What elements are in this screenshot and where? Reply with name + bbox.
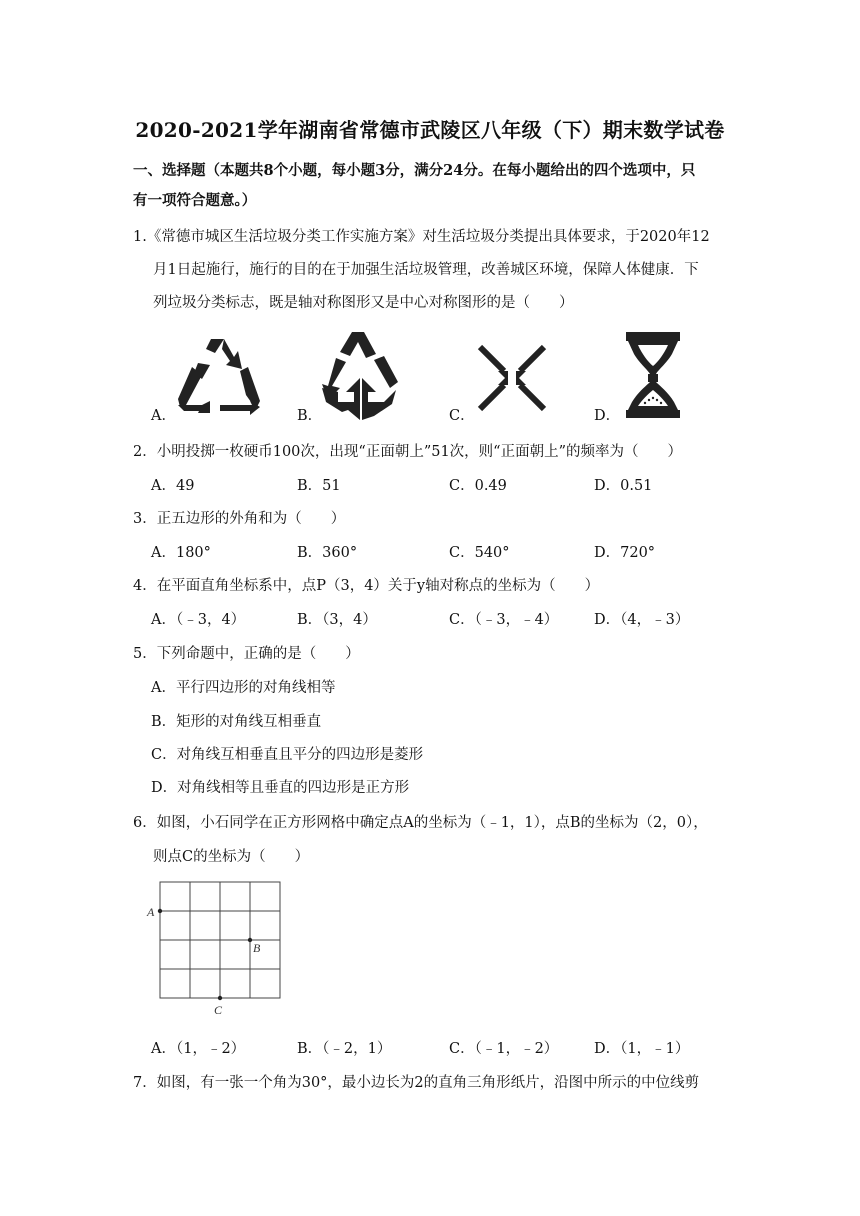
q1-option-c[interactable]: C． xyxy=(449,408,475,424)
q2-option-c[interactable]: C．0.49 xyxy=(449,478,507,494)
q5-option-b[interactable]: B．矩形的对角线互相垂直 xyxy=(151,714,322,730)
q3-option-b[interactable]: B．360° xyxy=(297,545,358,561)
q6-option-a[interactable]: A．（1，﹣2） xyxy=(151,1041,246,1057)
q2-option-d[interactable]: D．0.51 xyxy=(594,478,653,494)
section-heading-line1: 一、选择题（本题共8个小题，每小题3分，满分24分。在每小题给出的四个选项中，只 xyxy=(133,162,696,179)
grid-label-a: A xyxy=(147,905,155,919)
coordinate-grid-figure xyxy=(142,876,288,1016)
recycle-arrow-icon xyxy=(318,330,400,420)
q6-option-b[interactable]: B．（﹣2，1） xyxy=(297,1041,392,1057)
section-heading-line2: 有一项符合题意。） xyxy=(133,192,257,209)
q4-option-a[interactable]: A．（﹣3，4） xyxy=(151,612,246,628)
q4-option-c[interactable]: C．（﹣3，﹣4） xyxy=(449,612,559,628)
q5-text: 5．下列命题中，正确的是（ ） xyxy=(133,646,360,662)
q3-option-a[interactable]: A．180° xyxy=(151,545,211,561)
q3-option-c[interactable]: C．540° xyxy=(449,545,510,561)
q5-option-d[interactable]: D．对角线相等且垂直的四边形是正方形 xyxy=(151,780,410,796)
q1-text-line1: 1.《常德市城区生活垃圾分类工作实施方案》对生活垃圾分类提出具体要求，于2020年12 xyxy=(133,229,710,245)
q2-option-b[interactable]: B．51 xyxy=(297,478,341,494)
q3-text: 3．正五边形的外角和为（ ） xyxy=(133,511,346,527)
q3-option-d[interactable]: D．720° xyxy=(594,545,656,561)
q6-option-d[interactable]: D．（1，﹣1） xyxy=(594,1041,690,1057)
q5-option-c[interactable]: C．对角线互相垂直且平分的四边形是菱形 xyxy=(151,747,424,763)
grid-point-c xyxy=(218,996,222,1000)
q1-text-line3: 列垃圾分类标志，既是轴对称图形又是中心对称图形的是（ ） xyxy=(153,295,574,311)
q2-option-a[interactable]: A．49 xyxy=(151,478,195,494)
q1-option-a[interactable]: A． xyxy=(151,408,176,424)
q1-option-d[interactable]: D． xyxy=(594,408,621,424)
q6-text-line2: 则点C的坐标为（ ） xyxy=(153,849,310,865)
page-title: 2020-2021学年湖南省常德市武陵区八年级（下）期末数学试卷 xyxy=(135,118,725,142)
hourglass-icon xyxy=(622,330,684,420)
q6-text-line1: 6．如图，小石同学在正方形网格中确定点A的坐标为（﹣1，1），点B的坐标为（2，0）， xyxy=(133,815,708,831)
q4-text: 4．在平面直角坐标系中，点P（3，4）关于y轴对称点的坐标为（ ） xyxy=(133,578,600,594)
grid-label-c: C xyxy=(214,1003,223,1016)
q1-text-line2: 月1日起施行，施行的目的在于加强生活垃圾管理，改善城区环境，保障人体健康．下 xyxy=(153,262,699,278)
grid-point-a xyxy=(158,909,162,913)
cross-arrows-icon xyxy=(474,343,550,413)
grid-label-b: B xyxy=(253,941,261,955)
q1-option-b[interactable]: B． xyxy=(297,408,323,424)
q4-option-d[interactable]: D．（4，﹣3） xyxy=(594,612,690,628)
q2-text: 2．小明投掷一枚硬币100次，出现“正面朝上”51次，则“正面朝上”的频率为（ ） xyxy=(133,444,683,460)
q6-option-c[interactable]: C．（﹣1，﹣2） xyxy=(449,1041,559,1057)
q7-text-line1: 7．如图，有一张一个角为30°，最小边长为2的直角三角形纸片，沿图中所示的中位线剪 xyxy=(133,1075,700,1091)
grid-point-b xyxy=(248,938,252,942)
q4-option-b[interactable]: B．（3，4） xyxy=(297,612,377,628)
q5-option-a[interactable]: A．平行四边形的对角线相等 xyxy=(151,680,336,696)
recycle-triangle-icon xyxy=(172,335,264,417)
